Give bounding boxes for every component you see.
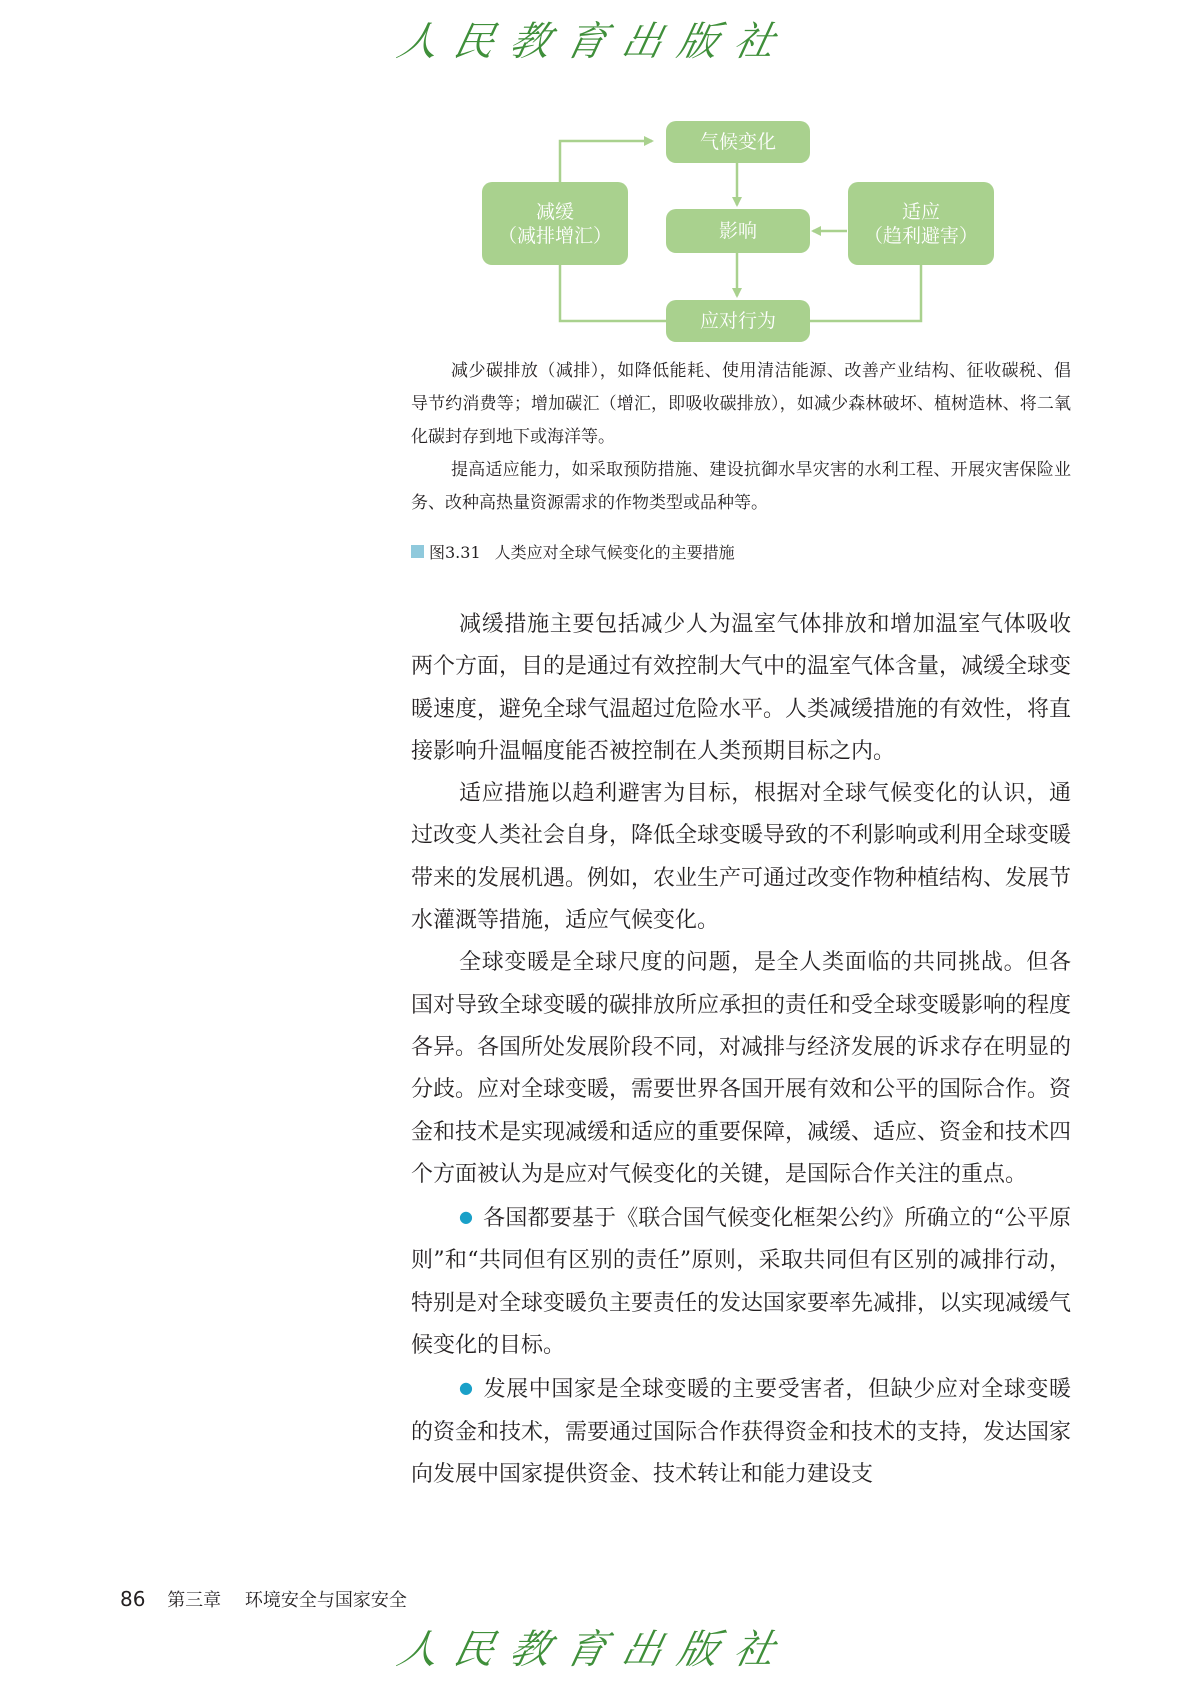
caption-number: 图3.31: [429, 543, 481, 562]
note-adaptation: 提高适应能力，如采取预防措施、建设抗御水旱灾害的水利工程、开展灾害保险业务、改种高热量资源需求的作物类型或品种等。: [411, 460, 1071, 513]
climate-response-diagram: [0, 0, 1190, 360]
bullet-item-1: [411, 1196, 1071, 1367]
box-response-label: 应对行为: [699, 310, 776, 332]
box-mitigation-sublabel: （减排增汇）: [497, 224, 612, 247]
paragraph-mitigation: 减缓措施主要包括减少人为温室气体排放和增加温室气体吸收两个方面，目的是通过有效控制大气中的温室气体含量，减缓全球变暖速度，避免全球气温超过危险水平。人类减缓措施的有效性，将直接影响升温幅度能否被控制在人类预期目标之内。: [411, 612, 1072, 764]
bullet-item-1-text: 各国都要基于《联合国气候变化框架公约》所确立的“公平原则”和“共同但有区别的责任”原则，采取共同但有区别的减排行动，特别是对全球变暖负主要责任的发达国家要率先减排，以实现减缓气候变化的目标。: [411, 1206, 1072, 1359]
bullet-dot-icon: ●: [459, 1378, 474, 1398]
main-body-text: [411, 604, 1071, 1496]
box-climate-change: [666, 121, 810, 163]
publisher-watermark-top: 人民教育出版社: [393, 19, 796, 65]
footer-chapter-title: 环境安全与国家安全: [244, 1590, 407, 1611]
line-response-to-mitigation: [560, 265, 666, 321]
page-footer: [120, 1586, 407, 1612]
box-mitigation-label: 减缓: [535, 200, 574, 223]
bullet-item-2: [411, 1367, 1071, 1496]
paragraph-adaptation: 适应措施以趋利避害为目标，根据对全球气候变化的认识，通过改变人类社会自身，降低全球变暖导致的不利影响或利用全球变暖带来的发展机遇。例如，农业生产可通过改变作物种植结构、发展节水灌溉等措施，适应气候变化。: [411, 781, 1072, 934]
diagram-notes: [411, 355, 1071, 520]
bullet-item-2-text: 发展中国家是全球变暖的主要受害者，但缺少应对全球变暖的资金和技术，需要通过国际合作获得资金和技术的支持，发达国家向发展中国家提供资金、技术转让和能力建设支: [411, 1377, 1072, 1487]
box-adaptation: [848, 182, 994, 265]
publisher-watermark-bottom: 人民教育出版社: [393, 1627, 796, 1673]
box-mitigation: [482, 182, 628, 265]
note-mitigation: 减少碳排放（减排），如降低能耗、使用清洁能源、改善产业结构、征收碳税、倡导节约消费等；增加碳汇（增汇，即吸收碳排放），如减少森林破坏、植树造林、将二氧化碳封存到地下或海洋等。: [411, 361, 1071, 447]
footer-chapter: 第三章: [167, 1590, 222, 1611]
line-response-to-adaptation: [808, 265, 921, 321]
bullet-dot-icon: ●: [459, 1207, 474, 1227]
caption-marker-icon: [411, 545, 424, 558]
box-response: [666, 300, 810, 342]
caption-text: 人类应对全球气候变化的主要措施: [494, 543, 735, 562]
paragraph-cooperation: 全球变暖是全球尺度的问题，是全人类面临的共同挑战。但各国对导致全球变暖的碳排放所应承担的责任和受全球变暖影响的程度各异。各国所处发展阶段不同，对减排与经济发展的诉求存在明显的分歧。应对全球变暖，需要世界各国开展有效和公平的国际合作。资金和技术是实现减缓和适应的重要保障，减缓、适应、资金和技术四个方面被认为是应对气候变化的关键，是国际合作关注的重点。: [411, 950, 1072, 1187]
box-impact-label: 影响: [718, 220, 757, 242]
box-impact: [666, 209, 810, 253]
figure-caption: [411, 540, 735, 563]
box-adaptation-sublabel: （趋利避害）: [863, 224, 978, 247]
box-climate-change-label: 气候变化: [699, 131, 776, 153]
arrow-mitigation-to-climate: [560, 141, 652, 182]
diagram-connectors: [0, 0, 1190, 360]
page-number: 86: [120, 1587, 146, 1611]
box-adaptation-label: 适应: [901, 200, 940, 223]
